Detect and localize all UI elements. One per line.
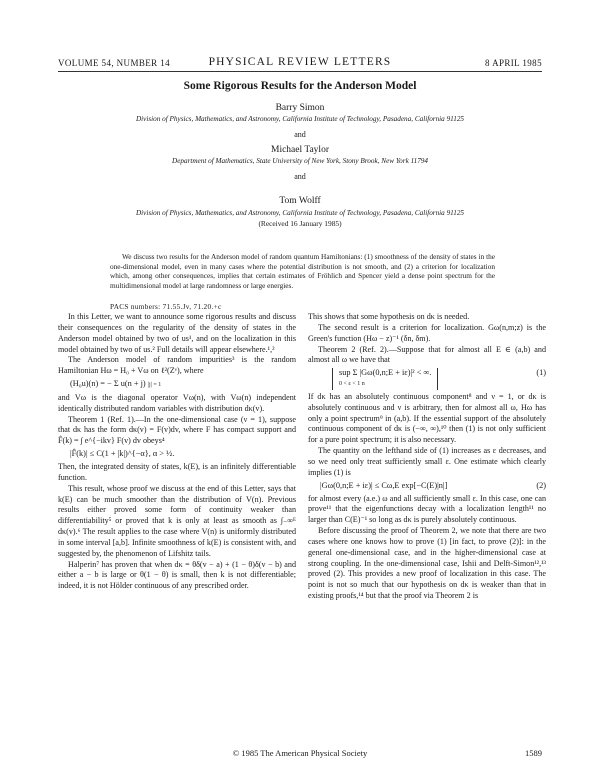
author-name-1: Barry Simon <box>275 103 325 113</box>
abstract: We discuss two results for the Anderson model of random quantum Hamiltonians: (1) smoothness of the density of states in the one-dimensional model, even in many cases where the potential distribution is not smooth, and (2) a criterion for localization which, among other consequences, implies that certain estimates of Fröhlich and Spencer yield a dense point spectrum for the multidimensional model at large randomness or large energies. <box>110 252 495 290</box>
article-title: Some Rigorous Results for the Anderson Model <box>183 80 417 92</box>
paragraph: Then, the integrated density of states, k(E), is an infinitely differentiable function. <box>58 461 296 482</box>
theorem-1: Theorem 1 (Ref. 1).—In the one-dimensional case (ν = 1), suppose that dκ has the form dκ(v) = F(v)dv, where F has compact support and F̂(k) = ∫ e^{−ikv} F(v) dv obeys⁴ <box>58 414 296 446</box>
equation-hamiltonian <box>58 379 296 391</box>
paragraph: Before discussing the proof of Theorem 2, we note that there are two cases where one knows how to prove (1) [in fact, to prove (2)]: in the general one-dimensional case, and in the higher-dimensional case at strong coupling. In the one-dimensional case, Ishii and Delft-Simon¹²,¹³ proved (2). This provides a new proof of localization in this case. The point is not so much that our hypothesis on dκ is weaker than that in existing proofs,¹⁴ but that the proof via Theorem 2 is <box>308 526 546 601</box>
equation-text: |Gω(0,n;E + iε)| ≤ Cω,E exp[−C(E)|n|] <box>320 480 448 490</box>
journal-name: PHYSICAL REVIEW LETTERS <box>208 56 392 68</box>
author-affiliation-1: Division of Physics, Mathematics, and Astronomy, California Institute of Technology, Pasadena, California 91125 <box>135 115 465 123</box>
volume-number: VOLUME 54, NUMBER 14 <box>58 58 171 68</box>
paragraph: The Anderson model of random impurities³ is the random Hamiltonian Hω = H₀ + Vω on ℓ²(Zᵛ), where <box>58 355 296 376</box>
equation-text: (H₀u)(n) = − Σ u(n + j) <box>70 379 146 389</box>
equation-subscript: |j| = 1 <box>147 382 162 389</box>
and-separator-2: and <box>294 172 306 181</box>
author-affiliation-2: Department of Mathematics, State University of New York, Stony Brook, New York 11794 <box>172 157 428 165</box>
paragraph: Halperin⁷ has proven that when dκ = θδ(v − a) + (1 − θ)δ(v − b) and either a − b is large or θ(1 − θ) is small, then k is not differentiable; indeed, it is not Hölder continuous of any prescribed order. <box>58 559 296 591</box>
author-affiliation-3: Division of Physics, Mathematics, and Astronomy, California Institute of Technology, Pasadena, California 91125 <box>135 209 465 217</box>
equation-2 <box>308 481 546 492</box>
equation-text: |F̂(k)| ≤ C(1 + |k|)^{−α}, α > ½. <box>70 449 175 459</box>
page-number: 1589 <box>525 748 542 758</box>
equation-number: (2) <box>536 480 546 490</box>
paragraph: If dκ has an absolutely continuous component⁸ and ν = 1, or dκ is absolutely continuous and ν is arbitrary, then for almost all ω, Hω has only a point spectrum⁹ in (a,b). If the essential support of the absolutely continuous component of dκ is (−∞, ∞),¹⁰ then (1) is not only sufficient for a pure point spectrum; it is also necessary. <box>308 391 546 445</box>
issue-date: 8 APRIL 1985 <box>485 58 542 68</box>
author-name-3: Tom Wolff <box>279 196 321 206</box>
header-rule <box>58 71 542 72</box>
received-date: (Received 16 January 1985) <box>258 219 342 228</box>
right-column <box>308 312 546 602</box>
running-header <box>58 56 542 70</box>
equation-text: sup Σ |Gω(0,n;E + iε)|² < ∞. <box>339 368 432 378</box>
page-footer <box>58 748 542 760</box>
equation-number: (1) <box>536 368 546 378</box>
pacs-numbers: PACS numbers: 71.55.Jv, 71.20.+c <box>110 302 222 311</box>
left-column <box>58 312 296 592</box>
author-name-2: Michael Taylor <box>271 145 329 155</box>
copyright-notice: © 1985 The American Physical Society <box>232 748 368 758</box>
paragraph: for almost every (a.e.) ω and all sufficiently small ε. In this case, one can prove¹¹ that the eigenfunctions decay with a localization length¹¹ no larger than C(E)⁻¹ so long as dκ is purely absolutely continuous. <box>308 493 546 525</box>
paragraph: This shows that some hypothesis on dκ is needed. <box>308 312 470 321</box>
equation-subscript: 0 < ε < 1 n <box>339 381 365 388</box>
paragraph: The second result is a criterion for localization. Gω(n,m;z) is the Green's function (Hω − z)⁻¹ (δn, δm). <box>308 322 546 343</box>
theorem-2: Theorem 2 (Ref. 2).—Suppose that for almost all E ∈ (a,b) and almost all ω we have that <box>308 344 546 365</box>
paragraph: In this Letter, we want to announce some rigorous results and discuss their consequences on the regularity of the density of states in the Anderson model obtained by two of us¹, and on the localization in this model obtained by two of us.² Full details will appear elsewhere.¹,² <box>58 312 296 354</box>
paragraph: This result, whose proof we discuss at the end of this Letter, says that k(E) can be much smoother than the distribution of V(n). Previous results either proved some form of continuity weaker than differentiability⁵ or proved that k is only at least as smooth as ∫₋∞ᴱ dκ(v).⁶ The result applies to the case where V(n) is uniformly distributed in some interval [a,b]. Infinite smoothness of k(E) is consistent with, and suggested by, the phenomenon of Lifshitz tails. <box>58 483 296 558</box>
paragraph: and Vω is the diagonal operator Vω(n), with Vω(n) independent identically distributed random variables with distribution dκ(v). <box>58 392 296 413</box>
equation-fourier-bound <box>58 449 296 460</box>
and-separator-1: and <box>294 130 306 139</box>
paragraph: The quantity on the lefthand side of (1) increases as ε decreases, and so we need only treat sufficiently small ε. One estimate which clearly implies (1) is <box>308 446 546 477</box>
equation-1 <box>308 368 546 390</box>
